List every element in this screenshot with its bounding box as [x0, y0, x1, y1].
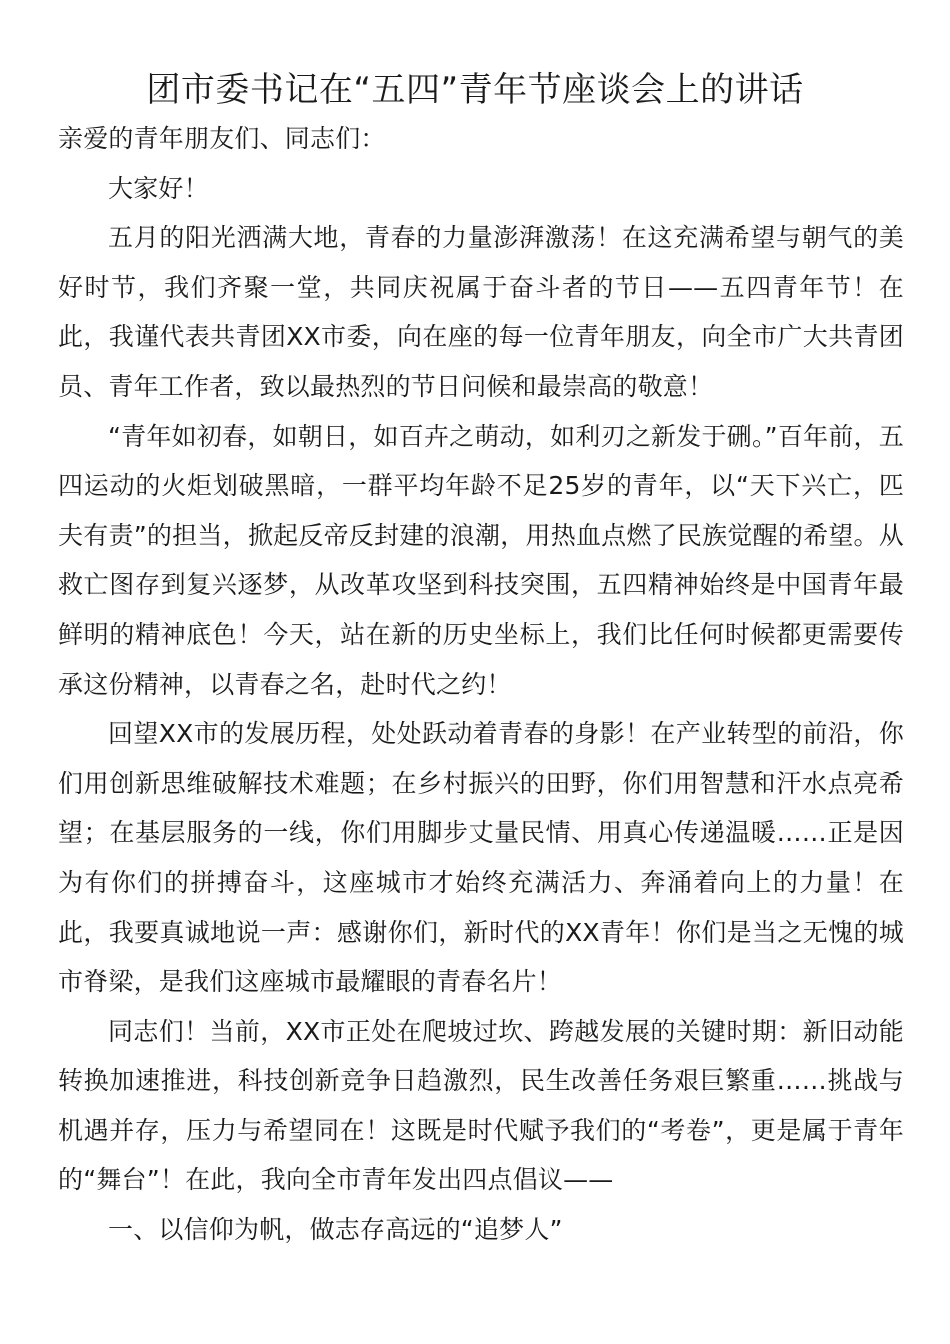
paragraph-call-to-action: 同志们！当前，XX市正处在爬坡过坎、跨越发展的关键时期：新旧动能转换加速推进，科技创新竞争日趋激烈，民生改善任务艰巨繁重……挑战与机遇并存，压力与希望同在！这既是时代赋予我们的“考卷”，更是属于青年的“舞台”！在此，我向全市青年发出四点倡议——	[58, 1016, 904, 1195]
paragraph-greeting: 大家好！	[108, 173, 209, 203]
document-body	[58, 114, 904, 1255]
salutation: 亲爱的青年朋友们、同志们：	[58, 124, 386, 153]
paragraph-opening: 五月的阳光洒满大地，青春的力量澎湃激荡！在这充满希望与朝气的美好时节，我们齐聚一堂，共同庆祝属于奋斗者的节日——五四青年节！在此，我谨代表共青团XX市委，向在座的每一位青年朋友，向全市广大共青团员、青年工作者，致以最热烈的节日问候和最崇高的敬意！	[58, 223, 904, 401]
paragraph-may-fourth-spirit: “青年如初春，如朝日，如百卉之萌动，如利刃之新发于硎。”百年前，五四运动的火炬划破黑暗，一群平均年龄不足25岁的青年，以“天下兴亡，匹夫有责”的担当，掀起反帝反封建的浪潮，用热血点燃了民族觉醒的希望。从救亡图存到复兴逐梦，从改革攻坚到科技突围，五四精神始终是中国青年最鲜明的精神底色！今天，站在新的历史坐标上，我们比任何时候都更需要传承这份精神，以青春之名，赴时代之约！	[58, 421, 904, 699]
document-title: 团市委书记在“五四”青年节座谈会上的讲话	[146, 70, 804, 110]
section-heading-1: 一、以信仰为帆，做志存高远的“追梦人”	[108, 1215, 563, 1245]
paragraph-city-youth: 回望XX市的发展历程，处处跃动着青春的身影！在产业转型的前沿，你们用创新思维破解技术难题；在乡村振兴的田野，你们用智慧和汗水点亮希望；在基层服务的一线，你们用脚步丈量民情、用真心传递温暖……正是因为有你们的拼搏奋斗，这座城市才始终充满活力、奔涌着向上的力量！在此，我要真诚地说一声：感谢你们，新时代的XX青年！你们是当之无愧的城市脊梁，是我们这座城市最耀眼的青春名片！	[58, 719, 904, 997]
